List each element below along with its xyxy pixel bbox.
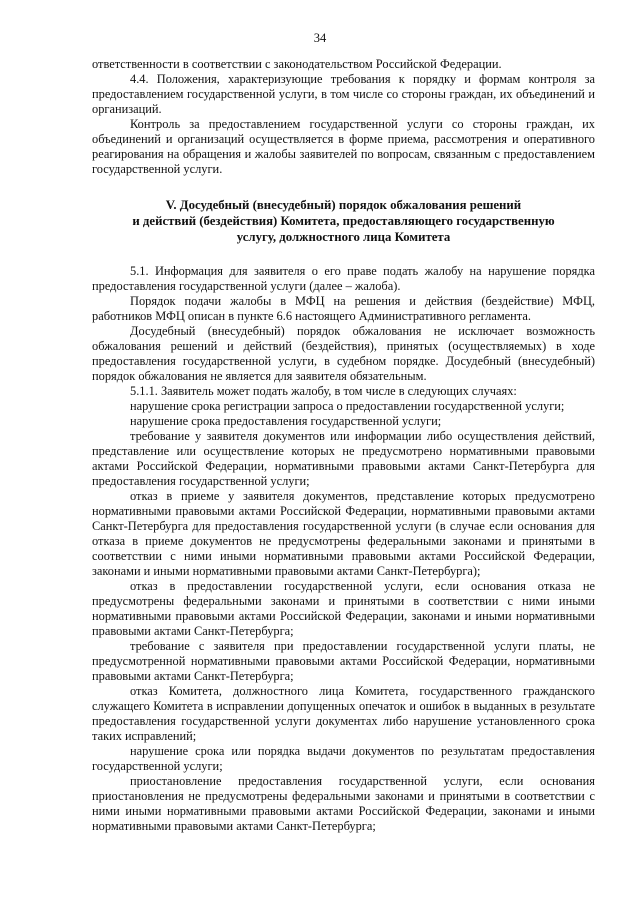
section-heading-line: услугу, должностного лица Комитета [236, 230, 451, 244]
clause-4-4: 4.4. Положения, характеризующие требования к порядку и формам контроля за предоставлением государственной услуги, в том числе со стороны граждан, их объединений и организаций. [92, 72, 595, 116]
list-item: нарушение срока регистрации запроса о предоставлении государственной услуги; [130, 399, 565, 413]
list-item: требование у заявителя документов или информации либо осуществления действий, представление или осуществление которых не предусмотрено нормативными правовыми актами Российской Федерации, нормативными правовыми актами Санкт-Петербурга для предоставления государственной услуги; [92, 429, 595, 488]
list-item: требование с заявителя при предоставлении государственной услуги платы, не предусмотренной нормативными правовыми актами Российской Федерации, нормативными правовыми актами Санкт-Петербурга; [92, 639, 595, 683]
intro-continuation: ответственности в соответствии с законодательством Российской Федерации. [92, 57, 502, 71]
list-item: отказ в приеме у заявителя документов, представление которых предусмотрено нормативными правовыми актами Российской Федерации, нормативными правовыми актами Санкт-Петербурга для предоставления государственной услуги (в случае если основания для отказа в приеме документов не предусмотрены федеральными законами и принятыми в соответствии с ними иными нормативными правовыми актами Российской Федерации, законами и иными нормативными правовыми актами Санкт-Петербурга); [92, 489, 595, 578]
section-heading-line: и действий (бездействия) Комитета, предоставляющего государственную [132, 214, 555, 228]
section-heading-line: V. Досудебный (внесудебный) порядок обжалования решений [165, 198, 522, 212]
paragraph: Досудебный (внесудебный) порядок обжалования не исключает возможность обжалования решений и действий (бездействия), принятых (осуществляемых) в ходе предоставления государственной услуги, в судебном порядке. Досудебный (внесудебный) порядок обжалования не является для заявителя обязательным. [92, 324, 595, 383]
list-item: отказ Комитета, должностного лица Комитета, государственного гражданского служащего Комитета в исправлении допущенных опечаток и ошибок в выданных в результате предоставления государственной услуги документах либо нарушение установленного срока таких исправлений; [92, 684, 595, 743]
page-number: 34 [313, 31, 327, 45]
list-item: отказ в предоставлении государственной услуги, если основания отказа не предусмотрены федеральными законами и принятыми в соответствии с ними иными нормативными правовыми актами Российской Федерации, законами и иными нормативными правовыми актами Санкт-Петербурга; [92, 579, 595, 638]
list-item: нарушение срока предоставления государственной услуги; [130, 414, 442, 428]
clause-5-1: 5.1. Информация для заявителя о его праве подать жалобу на нарушение порядка предоставления государственной услуги (далее – жалоба). [92, 264, 595, 293]
clause-5-1-1: 5.1.1. Заявитель может подать жалобу, в том числе в следующих случаях: [130, 384, 517, 398]
control-paragraph: Контроль за предоставлением государственной услуги со стороны граждан, их объединений и организаций осуществляется в форме приема, рассмотрения и оперативного реагирования на обращения и жалобы заявителей по вопросам, связанным с предоставлением государственной услуги. [92, 117, 595, 176]
paragraph: Порядок подачи жалобы в МФЦ на решения и действия (бездействие) МФЦ, работников МФЦ описан в пункте 6.6 настоящего Административного регламента. [92, 294, 595, 323]
list-item: нарушение срока или порядка выдачи документов по результатам предоставления государственной услуги; [92, 744, 595, 773]
section-heading [92, 197, 595, 245]
list-item: приостановление предоставления государственной услуги, если основания приостановления не предусмотрены федеральными законами и принятыми в соответствии с ними иными нормативными правовыми актами Российской Федерации, законами и иными нормативными правовыми актами Санкт-Петербурга; [92, 774, 595, 833]
document-body [92, 57, 595, 834]
